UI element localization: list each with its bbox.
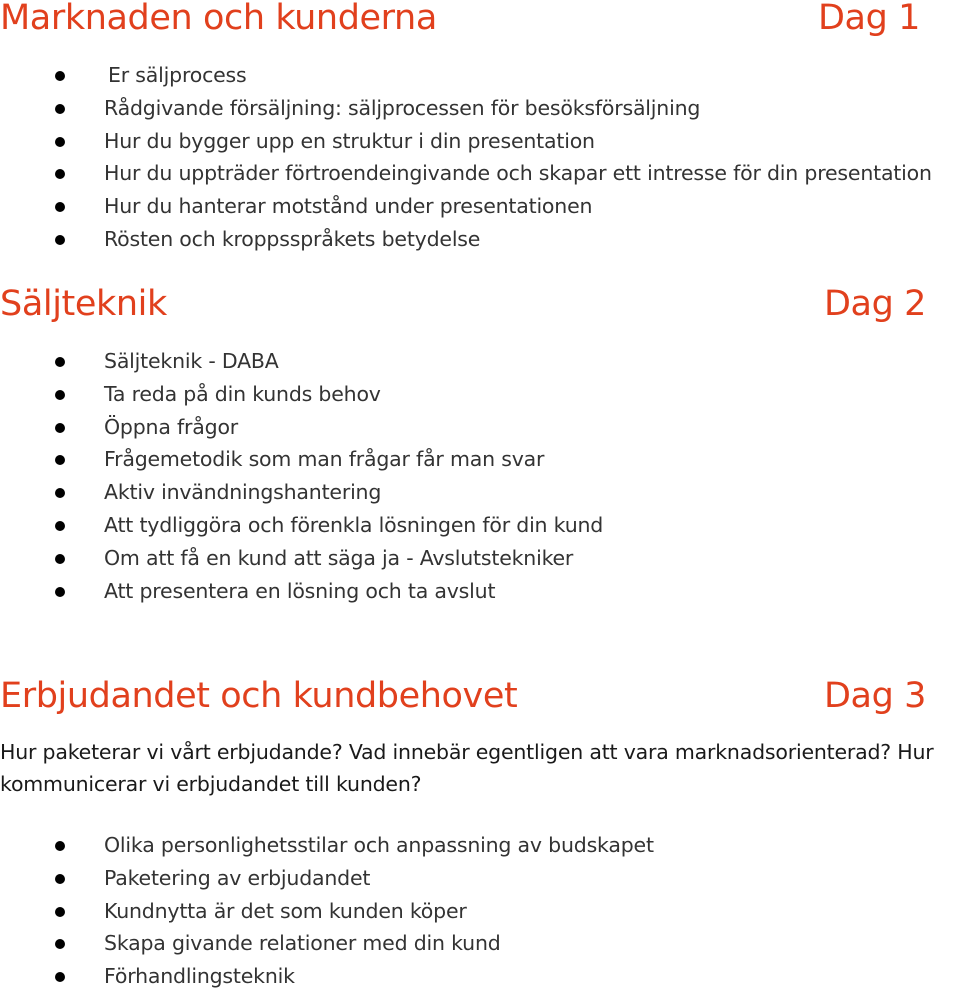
list-item: Paketering av erbjudandet — [0, 862, 654, 895]
list-item: Förhandlingsteknik — [0, 960, 654, 993]
day-label-1: Dag 1 — [817, 0, 920, 38]
list-item: Skapa givande relationer med din kund — [0, 927, 654, 960]
day-label-3: Dag 3 — [823, 676, 926, 716]
list-item: Er säljprocess — [0, 59, 932, 92]
list-item: Rösten och kroppsspråkets betydelse — [0, 223, 932, 256]
list-item: Att tydliggöra och förenkla lösningen för din kund — [0, 509, 603, 542]
section-title-day3: Erbjudandet och kundbehovet — [0, 676, 518, 716]
list-item: Frågemetodik som man frågar får man svar — [0, 443, 603, 476]
list-item: Aktiv invändningshantering — [0, 476, 603, 509]
section-title-day1: Marknaden och kunderna — [0, 0, 437, 38]
list-item: Kundnytta är det som kunden köper — [0, 895, 654, 928]
bullet-list-day3 — [0, 829, 654, 993]
section-intro-day3: Hur paketerar vi vårt erbjudande? Vad innebär egentligen att vara marknadsorienterad? Hur kommunicerar vi erbjudandet till kunden? — [0, 740, 934, 796]
day-label-2: Dag 2 — [823, 284, 926, 324]
list-item: Rådgivande försäljning: säljprocessen för besöksförsäljning — [0, 92, 932, 125]
list-item: Att presentera en lösning och ta avslut — [0, 575, 603, 608]
bullet-list-day1 — [0, 59, 932, 256]
list-item: Ta reda på din kunds behov — [0, 378, 603, 411]
list-item: Om att få en kund att säga ja - Avslutstekniker — [0, 542, 603, 575]
list-item: Hur du bygger upp en struktur i din presentation — [0, 125, 932, 158]
list-item: Hur du uppträder förtroendeingivande och skapar ett intresse för din presentation — [0, 157, 932, 190]
list-item: Olika personlighetsstilar och anpassning av budskapet — [0, 829, 654, 862]
section-title-day2: Säljteknik — [0, 284, 167, 324]
list-item: Hur du hanterar motstånd under presentationen — [0, 190, 932, 223]
bullet-list-day2 — [0, 345, 603, 607]
list-item: Öppna frågor — [0, 411, 603, 444]
list-item: Säljteknik - DABA — [0, 345, 603, 378]
